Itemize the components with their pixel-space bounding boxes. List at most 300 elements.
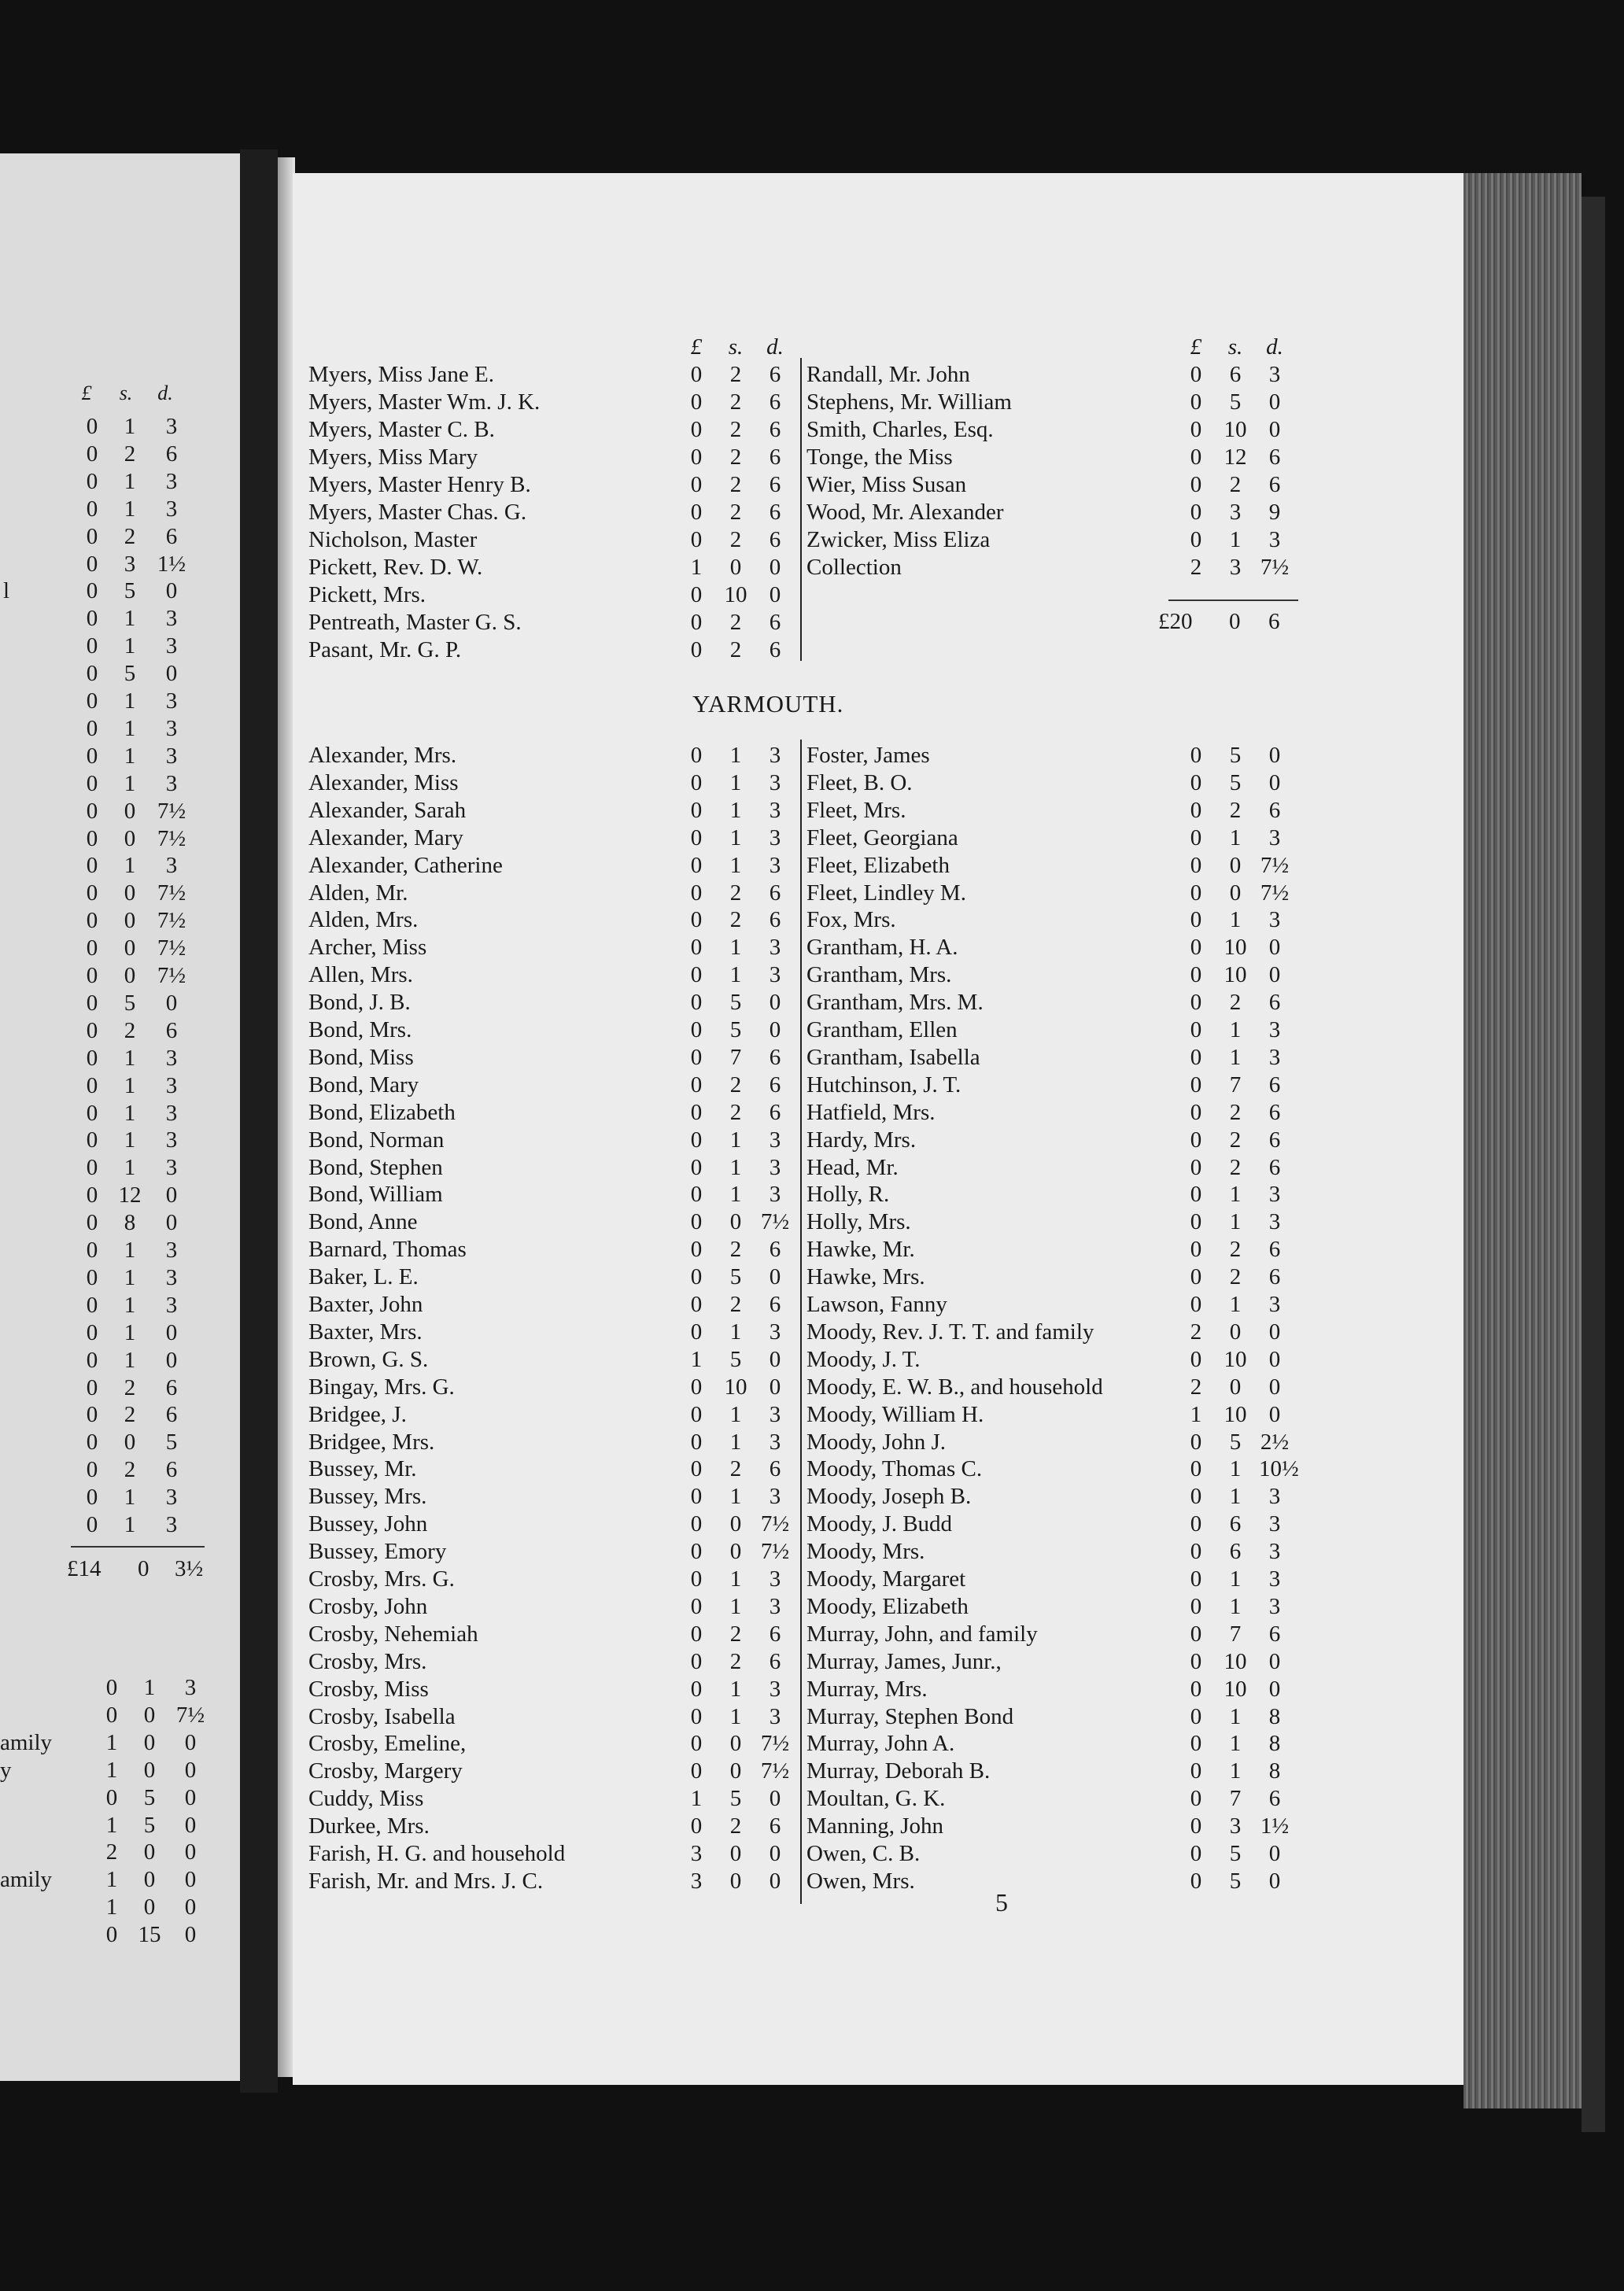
entry-row-pounds: 0: [690, 610, 703, 635]
entry-row-pounds: 0: [1190, 445, 1202, 470]
left-page-shillings: 2: [124, 523, 136, 549]
yarmouth-row-pounds: 0: [690, 1621, 703, 1647]
yarmouth-row-shillings: 2: [729, 907, 742, 933]
page-number: 5: [995, 1888, 1008, 1917]
entry-row-pence: 0: [1268, 417, 1281, 442]
left-page-shillings: 1: [124, 1319, 136, 1345]
left-page-pounds: 0: [86, 551, 98, 577]
yarmouth-row-pence: 6: [1268, 1099, 1281, 1125]
entry-row-name: Randall, Mr. John: [806, 362, 970, 387]
yarmouth-row-pounds: 0: [690, 1127, 703, 1153]
left-page-pence: 3: [165, 1127, 178, 1153]
left-page-pounds: 0: [86, 963, 98, 988]
yarmouth-row-pence: 3: [769, 1401, 781, 1427]
yarmouth-row: [806, 769, 1298, 797]
left-page-lower-pence: 0: [184, 1922, 197, 1948]
left-page-pounds: 0: [86, 770, 98, 796]
left-page-lower-pounds: 1: [105, 1812, 118, 1838]
yarmouth-row-name: Hawke, Mrs.: [806, 1264, 925, 1290]
header-left-1: s.: [728, 334, 744, 360]
entry-row: [806, 361, 1298, 389]
left-page-pounds: 0: [86, 1374, 98, 1400]
yarmouth-row: [308, 797, 799, 825]
yarmouth-row-pounds: 0: [1190, 1264, 1202, 1290]
yarmouth-row-name: Crosby, Nehemiah: [308, 1621, 478, 1647]
yarmouth-row: [806, 961, 1298, 989]
left-page-pence: 0: [165, 1347, 178, 1373]
left-page-pounds: 0: [86, 825, 98, 851]
left-page-pence: 1½: [157, 551, 186, 577]
left-page-pounds: 0: [86, 990, 98, 1016]
yarmouth-row-pence: 6: [1268, 1154, 1281, 1180]
left-page-row: [0, 880, 236, 907]
entry-row-name: Wood, Mr. Alexander: [806, 500, 1004, 525]
yarmouth-row-pence: 3: [769, 962, 781, 988]
entry-row-pence: 0: [769, 555, 781, 580]
left-page-row: [0, 1072, 236, 1100]
yarmouth-row-name: Moody, Margaret: [806, 1566, 966, 1592]
yarmouth-row-pounds: 0: [1190, 1237, 1202, 1263]
yarmouth-row: [308, 825, 799, 852]
left-page-shillings: 0: [124, 798, 136, 824]
yarmouth-row-name: Bond, Norman: [308, 1127, 445, 1153]
left-page-pence: 0: [165, 1319, 178, 1345]
left-page-lower-shillings: 0: [143, 1729, 156, 1755]
entry-row-shillings: 2: [729, 389, 742, 415]
yarmouth-row-name: Bond, Mrs.: [308, 1017, 412, 1042]
left-page-row: [0, 1401, 236, 1429]
left-page-row: [0, 468, 236, 496]
yarmouth-row-name: Fleet, Lindley M.: [806, 880, 966, 906]
yarmouth-row-pence: 3: [769, 935, 781, 961]
yarmouth-row-pounds: 0: [1190, 1841, 1202, 1866]
left-page-pence: 7½: [157, 935, 186, 961]
yarmouth-row-name: Bridgee, J.: [308, 1401, 407, 1427]
yarmouth-row-pence: 8: [1268, 1731, 1281, 1757]
left-page-shillings: 5: [124, 578, 136, 604]
yarmouth-row-shillings: 5: [1229, 743, 1242, 768]
left-page-lower-shillings: 0: [143, 1867, 156, 1893]
left-page-lower-name: amily: [0, 1729, 53, 1755]
column-divider: [800, 740, 802, 1904]
yarmouth-row-pence: 6: [769, 1072, 781, 1098]
yarmouth-row-name: Alexander, Mrs.: [308, 743, 457, 768]
yarmouth-row-shillings: 1: [1229, 1182, 1242, 1208]
yarmouth-row-pence: 6: [769, 1456, 781, 1482]
header-left-0: £: [690, 334, 703, 360]
left-page-pounds: 0: [86, 578, 98, 604]
left-page-lower-pence: 7½: [175, 1702, 205, 1728]
left-page-pounds: 0: [86, 935, 98, 961]
yarmouth-row-shillings: 1: [729, 1429, 742, 1455]
left-page-shillings: 2: [124, 1017, 136, 1043]
entry-row-shillings: 3: [1229, 555, 1242, 580]
yarmouth-row-name: Archer, Miss: [308, 935, 427, 961]
entry-row-name: Stephens, Mr. William: [806, 389, 1012, 415]
yarmouth-row: [806, 1813, 1298, 1840]
entry-row-pence: 6: [769, 527, 781, 552]
left-page-lower-pounds: 1: [105, 1757, 118, 1783]
yarmouth-row-shillings: 0: [1229, 1374, 1242, 1400]
yarmouth-row: [308, 1181, 799, 1208]
entry-row-pounds: 0: [690, 417, 703, 442]
yarmouth-row-shillings: 0: [729, 1731, 742, 1757]
left-page-row: [0, 1017, 236, 1045]
left-page-pence: 3: [165, 1512, 178, 1537]
yarmouth-row-pounds: 0: [690, 1044, 703, 1070]
yarmouth-row-pounds: 0: [690, 1401, 703, 1427]
left-page-lower-shillings: 5: [143, 1812, 156, 1838]
yarmouth-row-shillings: 1: [1229, 1292, 1242, 1317]
left-page-header-1: s.: [119, 382, 133, 404]
entry-row-shillings: 5: [1229, 389, 1242, 415]
yarmouth-row-name: Crosby, Margery: [308, 1758, 463, 1784]
left-page-row: [0, 1100, 236, 1127]
yarmouth-row-pence: 0: [769, 990, 781, 1016]
left-page-row: [0, 523, 236, 551]
yarmouth-row: [308, 1566, 799, 1593]
yarmouth-row-name: Crosby, John: [308, 1593, 428, 1619]
yarmouth-row-pence: 6: [1268, 1264, 1281, 1290]
yarmouth-row-pounds: 0: [1190, 1758, 1202, 1784]
yarmouth-row-shillings: 2: [729, 1072, 742, 1098]
yarmouth-row-pounds: 0: [1190, 1456, 1202, 1482]
entry-row-name: Myers, Master Chas. G.: [308, 500, 527, 525]
yarmouth-row-name: Bond, J. B.: [308, 990, 411, 1016]
left-page-pounds: 0: [86, 743, 98, 769]
yarmouth-row-pounds: 0: [1190, 1676, 1202, 1702]
yarmouth-row-name: Grantham, Mrs. M.: [806, 990, 984, 1016]
yarmouth-row-pounds: 0: [1190, 1154, 1202, 1180]
yarmouth-row-name: Moody, Elizabeth: [806, 1593, 969, 1619]
left-page-shillings: 1: [124, 414, 136, 439]
section-title: YARMOUTH.: [692, 690, 844, 718]
left-page-pounds: 0: [86, 1045, 98, 1071]
yarmouth-row-shillings: 1: [1229, 1484, 1242, 1510]
left-page-lower-pounds: 1: [105, 1894, 118, 1920]
entry-row-pounds: 0: [690, 445, 703, 470]
yarmouth-row-pounds: 0: [690, 1758, 703, 1784]
yarmouth-row-pence: 0: [1268, 1374, 1281, 1400]
yarmouth-row-shillings: 1: [729, 935, 742, 961]
yarmouth-row-pounds: 0: [690, 1731, 703, 1757]
yarmouth-row: [806, 880, 1298, 907]
total-rule: [1168, 599, 1298, 601]
left-page-lower-pence: 0: [184, 1894, 197, 1920]
yarmouth-row: [806, 1154, 1298, 1182]
left-page-shillings: 0: [124, 825, 136, 851]
header-left-2: d.: [766, 334, 784, 360]
entry-row-pounds: 0: [690, 527, 703, 552]
yarmouth-row-name: Baker, L. E.: [308, 1264, 419, 1290]
left-page-lower-row: [0, 1866, 236, 1894]
yarmouth-row-pounds: 1: [690, 1786, 703, 1812]
left-page-lower-name: amily: [0, 1867, 53, 1893]
yarmouth-row-name: Hatfield, Mrs.: [806, 1099, 936, 1125]
entry-row: [806, 389, 1298, 416]
left-page-pounds: 0: [86, 908, 98, 934]
yarmouth-row-pence: 3: [1268, 1044, 1281, 1070]
yarmouth-row: [806, 1099, 1298, 1127]
yarmouth-row-pounds: 0: [690, 1676, 703, 1702]
yarmouth-row: [308, 1208, 799, 1236]
yarmouth-row-shillings: 1: [1229, 1703, 1242, 1729]
yarmouth-row-pence: 6: [769, 1621, 781, 1647]
yarmouth-row: [806, 1291, 1298, 1319]
left-page-pounds: 0: [86, 606, 98, 632]
yarmouth-row-pence: 6: [1268, 1237, 1281, 1263]
yarmouth-row-name: Holly, Mrs.: [806, 1209, 911, 1235]
left-page-pence: 0: [165, 1182, 178, 1208]
yarmouth-row-name: Bussey, Mr.: [308, 1456, 417, 1482]
yarmouth-row-pence: 3: [769, 769, 781, 795]
yarmouth-row-pence: 7½: [1260, 852, 1290, 878]
left-page-lower-row: [0, 1812, 236, 1839]
left-page-row: [0, 1484, 236, 1511]
yarmouth-row-shillings: 2: [729, 1456, 742, 1482]
entry-row-pence: 3: [1268, 362, 1281, 387]
yarmouth-row-shillings: 1: [729, 1703, 742, 1729]
yarmouth-row: [308, 1785, 799, 1813]
left-page-pence: 0: [165, 578, 178, 604]
yarmouth-row-name: Alexander, Catherine: [308, 852, 503, 878]
header-right-1: s.: [1227, 334, 1243, 360]
left-page-row: [0, 798, 236, 825]
yarmouth-row-pence: 0: [769, 1868, 781, 1894]
left-page-shillings: 1: [124, 853, 136, 879]
yarmouth-row: [308, 1236, 799, 1264]
yarmouth-row-pence: 6: [769, 1813, 781, 1839]
yarmouth-row-pounds: 0: [690, 769, 703, 795]
yarmouth-row-shillings: 1: [729, 852, 742, 878]
yarmouth-row: [308, 1676, 799, 1703]
yarmouth-row-pence: 0: [1268, 962, 1281, 988]
entry-row-pence: 6: [769, 417, 781, 442]
yarmouth-row: [308, 1319, 799, 1346]
yarmouth-row-name: Bussey, John: [308, 1511, 428, 1537]
left-page-pounds: 0: [86, 1100, 98, 1126]
left-page-pence: 3: [165, 853, 178, 879]
yarmouth-row-shillings: 5: [729, 990, 742, 1016]
yarmouth-row: [308, 1511, 799, 1538]
yarmouth-row: [806, 1208, 1298, 1236]
yarmouth-row-shillings: 10: [1224, 1346, 1247, 1372]
yarmouth-row-name: Baxter, John: [308, 1292, 423, 1317]
yarmouth-row: [308, 1538, 799, 1566]
yarmouth-row-pence: 7½: [760, 1758, 790, 1784]
yarmouth-row-name: Bussey, Emory: [308, 1539, 447, 1565]
left-page-pounds: 0: [86, 1512, 98, 1537]
left-page-shillings: 0: [124, 935, 136, 961]
entry-row-shillings: 2: [729, 500, 742, 525]
left-page-row: [0, 1347, 236, 1374]
yarmouth-row-pounds: 0: [690, 1456, 703, 1482]
entry-row-pence: 6: [769, 472, 781, 497]
left-page-shillings: 5: [124, 661, 136, 687]
yarmouth-row-pounds: 3: [690, 1841, 703, 1866]
left-page-pence: 6: [165, 1374, 178, 1400]
yarmouth-row-pence: 0: [1268, 743, 1281, 768]
yarmouth-row: [308, 1016, 799, 1044]
yarmouth-row-shillings: 1: [729, 1127, 742, 1153]
left-page-lower-row: [0, 1784, 236, 1812]
yarmouth-row-pence: 6: [769, 907, 781, 933]
yarmouth-row: [308, 1648, 799, 1676]
left-page-lower-shillings: 0: [143, 1702, 156, 1728]
entry-row: [308, 609, 799, 636]
yarmouth-row: [308, 906, 799, 934]
yarmouth-row-shillings: 2: [1229, 1099, 1242, 1125]
left-page-row: [0, 577, 236, 605]
left-page-header-0: £: [81, 382, 92, 404]
yarmouth-row-name: Bingay, Mrs. G.: [308, 1374, 455, 1400]
left-page-row: [0, 1045, 236, 1072]
left-page-row: [0, 962, 236, 990]
yarmouth-row: [806, 1319, 1298, 1346]
yarmouth-row-name: Grantham, Ellen: [806, 1017, 958, 1042]
entry-row-pence: 9: [1268, 500, 1281, 525]
left-page-lower-pounds: 0: [105, 1675, 118, 1700]
yarmouth-row: [806, 1346, 1298, 1374]
yarmouth-row-name: Bussey, Mrs.: [308, 1484, 427, 1510]
yarmouth-row-name: Moody, William H.: [806, 1401, 984, 1427]
left-page-shillings: 1: [124, 1238, 136, 1263]
yarmouth-row-shillings: 3: [1229, 1813, 1242, 1839]
yarmouth-row: [806, 1264, 1298, 1291]
left-page-fragment: l: [3, 578, 10, 604]
yarmouth-row-pence: 3: [769, 1429, 781, 1455]
yarmouth-row-name: Fleet, Mrs.: [806, 797, 906, 823]
yarmouth-row-pounds: 0: [1190, 1072, 1202, 1098]
yarmouth-row-pence: 0: [1268, 935, 1281, 961]
left-page-lower-pence: 0: [184, 1729, 197, 1755]
left-page-pence: 3: [165, 688, 178, 714]
entry-row: [806, 416, 1298, 444]
entry-row-shillings: 2: [729, 637, 742, 662]
left-page-row: [0, 1237, 236, 1264]
yarmouth-row-pence: 6: [769, 1044, 781, 1070]
entry-row-pounds: 2: [1190, 555, 1202, 580]
yarmouth-row: [806, 1401, 1298, 1429]
yarmouth-row-shillings: 2: [729, 1237, 742, 1263]
entry-row: [806, 499, 1298, 526]
left-page-lower-pounds: 1: [105, 1729, 118, 1755]
left-page-shillings: 1: [124, 1155, 136, 1181]
entry-row-pounds: 0: [690, 582, 703, 607]
yarmouth-row-name: Moody, J. Budd: [806, 1511, 953, 1537]
left-page-pounds: 0: [86, 1264, 98, 1290]
yarmouth-row-pounds: 0: [1190, 1346, 1202, 1372]
yarmouth-row-pounds: 0: [690, 990, 703, 1016]
yarmouth-row: [308, 852, 799, 880]
yarmouth-row-pence: 3: [769, 797, 781, 823]
yarmouth-row-name: Bond, Anne: [308, 1209, 418, 1235]
entry-row-pence: 6: [769, 610, 781, 635]
left-page-row: [0, 441, 236, 468]
yarmouth-row-shillings: 1: [729, 769, 742, 795]
yarmouth-row-pounds: 0: [690, 1292, 703, 1317]
yarmouth-row-name: Lawson, Fanny: [806, 1292, 947, 1317]
left-page-pence: 3: [165, 1072, 178, 1098]
left-page-pounds: 0: [86, 414, 98, 439]
yarmouth-row: [308, 1346, 799, 1374]
yarmouth-row: [806, 1483, 1298, 1511]
yarmouth-row: [806, 797, 1298, 825]
yarmouth-row-pounds: 0: [690, 852, 703, 878]
yarmouth-row: [308, 1072, 799, 1099]
yarmouth-row-pounds: 0: [1190, 769, 1202, 795]
entry-row-pence: 0: [769, 582, 781, 607]
yarmouth-row-shillings: 1: [729, 1319, 742, 1345]
yarmouth-row-pounds: 0: [690, 880, 703, 906]
yarmouth-row-name: Farish, Mr. and Mrs. J. C.: [308, 1868, 544, 1894]
left-page-pence: 3: [165, 1155, 178, 1181]
yarmouth-row-pence: 6: [769, 880, 781, 906]
yarmouth-row: [806, 1621, 1298, 1648]
left-page-pounds: 0: [86, 1319, 98, 1345]
yarmouth-row-pence: 3: [1268, 1511, 1281, 1537]
yarmouth-row-pence: 3: [769, 743, 781, 768]
left-page-row: [0, 1511, 236, 1539]
left-page-pounds: 0: [86, 1182, 98, 1208]
left-page-lower-pence: 0: [184, 1839, 197, 1865]
left-page-pounds: 0: [86, 1457, 98, 1483]
yarmouth-row-name: Alexander, Mary: [308, 825, 463, 850]
yarmouth-row-name: Crosby, Isabella: [308, 1703, 456, 1729]
yarmouth-row-shillings: 1: [1229, 825, 1242, 850]
yarmouth-row-pounds: 3: [690, 1868, 703, 1894]
yarmouth-row-shillings: 6: [1229, 1511, 1242, 1537]
yarmouth-row-pounds: 0: [1190, 1292, 1202, 1317]
left-page-pence: 6: [165, 1017, 178, 1043]
yarmouth-row-name: Alden, Mrs.: [308, 907, 419, 933]
entry-row-shillings: 3: [1229, 500, 1242, 525]
yarmouth-row-pence: 3: [769, 1127, 781, 1153]
yarmouth-row: [308, 989, 799, 1016]
left-page-shillings: 1: [124, 1347, 136, 1373]
yarmouth-row-pence: 8: [1268, 1758, 1281, 1784]
total-pence: 6: [1268, 609, 1280, 634]
yarmouth-row: [806, 1455, 1298, 1483]
left-page-total-pence: 3½: [175, 1556, 204, 1581]
yarmouth-row-pounds: 0: [1190, 1731, 1202, 1757]
left-page-pence: 3: [165, 606, 178, 632]
yarmouth-row-pounds: 0: [1190, 1182, 1202, 1208]
yarmouth-row-pence: 0: [1268, 1841, 1281, 1866]
yarmouth-row: [806, 906, 1298, 934]
yarmouth-row-name: Cuddy, Miss: [308, 1786, 424, 1812]
yarmouth-row-name: Fleet, Georgiana: [806, 825, 958, 850]
left-page-shillings: 1: [124, 1485, 136, 1511]
left-page-row: [0, 688, 236, 715]
left-page-shillings: 1: [124, 770, 136, 796]
yarmouth-row-name: Hardy, Mrs.: [806, 1127, 917, 1153]
yarmouth-row-name: Murray, Stephen Bond: [806, 1703, 1014, 1729]
left-page-row: [0, 1127, 236, 1154]
yarmouth-row-pounds: 0: [690, 1072, 703, 1098]
yarmouth-row-shillings: 2: [1229, 1127, 1242, 1153]
yarmouth-row-pence: 3: [1268, 1182, 1281, 1208]
yarmouth-row-pence: 2½: [1260, 1429, 1290, 1455]
yarmouth-row-shillings: 2: [1229, 1264, 1242, 1290]
left-page-pence: 3: [165, 1045, 178, 1071]
yarmouth-row-shillings: 6: [1229, 1539, 1242, 1565]
yarmouth-row-shillings: 1: [729, 1154, 742, 1180]
entry-row-pounds: 0: [1190, 417, 1202, 442]
left-page-lower-pence: 0: [184, 1812, 197, 1838]
left-page-pounds: 0: [86, 633, 98, 659]
yarmouth-row: [308, 1401, 799, 1429]
